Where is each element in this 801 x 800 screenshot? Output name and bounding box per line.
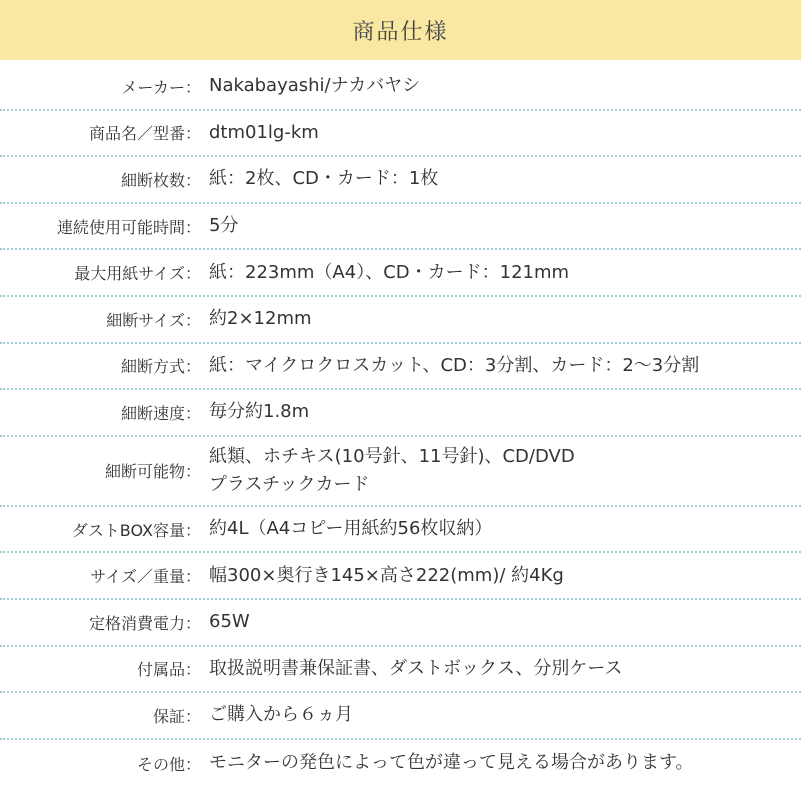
spec-colon: ：	[185, 754, 202, 774]
spec-label: その他	[136, 754, 185, 774]
spec-table	[0, 64, 801, 786]
spec-colon: ：	[185, 357, 202, 377]
spec-row-dust-box	[0, 507, 801, 554]
page-title: 商品仕様	[352, 19, 449, 45]
spec-colon: ：	[185, 706, 202, 726]
spec-row-shred-size	[0, 297, 801, 344]
spec-label: 細断サイズ	[106, 310, 185, 330]
spec-row-other	[0, 740, 801, 787]
spec-value: 65W	[209, 611, 250, 633]
spec-colon: ：	[185, 403, 202, 423]
spec-colon: ：	[185, 520, 202, 540]
spec-label: 付属品	[136, 660, 185, 680]
spec-value: 紙：2枚、CD・カード：1枚	[209, 168, 439, 190]
spec-row-shred-sheets	[0, 157, 801, 204]
spec-label: ダストBOX容量	[71, 520, 185, 540]
spec-row-continuous-time	[0, 204, 801, 251]
spec-colon: ：	[185, 613, 202, 633]
spec-colon: ：	[185, 660, 202, 680]
spec-value: 毎分約1.8m	[209, 401, 310, 423]
spec-colon: ：	[185, 310, 202, 330]
spec-label: 連続使用可能時間	[56, 217, 185, 237]
spec-value: 幅300×奥行き145×高さ222(mm)/ 約4Kg	[209, 564, 564, 586]
spec-row-shreddable-items	[0, 437, 801, 507]
spec-label: 細断方式	[120, 357, 185, 377]
spec-value: Nakabayashi/ナカバヤシ	[209, 75, 421, 97]
spec-value	[207, 443, 801, 499]
spec-label: 細断可能物	[104, 462, 185, 482]
spec-row-size-weight	[0, 553, 801, 600]
spec-value: 約2×12mm	[209, 308, 312, 330]
spec-value: 紙：マイクロクロスカット、CD：3分割、カード：2〜3分割	[209, 354, 700, 376]
spec-value-line: 紙類、ホチキス(10号針、11号針)、CD/DVD	[209, 445, 575, 467]
spec-value: ご購入から６ヵ月	[209, 704, 353, 726]
spec-label: 細断速度	[120, 403, 185, 423]
spec-label: 商品名／型番	[88, 124, 185, 144]
spec-row-shred-method	[0, 344, 801, 391]
spec-label: サイズ／重量	[90, 567, 185, 587]
spec-row-model	[0, 111, 801, 158]
spec-colon: ：	[185, 170, 202, 190]
spec-label: 保証	[152, 706, 185, 726]
spec-value: dtm01lg-km	[209, 121, 319, 143]
spec-label: メーカー	[121, 77, 185, 97]
spec-colon: ：	[185, 567, 202, 587]
spec-colon: ：	[185, 77, 202, 97]
spec-value: 紙：223mm（A4）、CD・カード：121mm	[209, 261, 570, 283]
spec-row-accessories	[0, 647, 801, 694]
spec-colon: ：	[185, 124, 202, 144]
spec-row-warranty	[0, 693, 801, 740]
spec-value: 取扱説明書兼保証書、ダストボックス、分別ケース	[209, 657, 623, 679]
spec-value: モニターの発色によって色が違って見える場合があります。	[209, 752, 694, 774]
spec-value-line: プラスチックカード	[209, 473, 370, 495]
spec-row-max-paper-size	[0, 250, 801, 297]
spec-label: 最大用紙サイズ	[74, 264, 185, 284]
spec-value: 約4L（A4コピー用紙約56枚収納）	[209, 518, 493, 540]
spec-row-power	[0, 600, 801, 647]
spec-colon: ：	[185, 264, 202, 284]
spec-row-maker	[0, 64, 801, 111]
spec-colon: ：	[185, 462, 202, 482]
spec-row-shred-speed	[0, 390, 801, 437]
spec-label: 定格消費電力	[88, 613, 185, 633]
spec-value: 5分	[209, 215, 239, 237]
spec-colon: ：	[185, 217, 202, 237]
spec-header	[0, 0, 801, 60]
spec-label: 細断枚数	[120, 170, 185, 190]
